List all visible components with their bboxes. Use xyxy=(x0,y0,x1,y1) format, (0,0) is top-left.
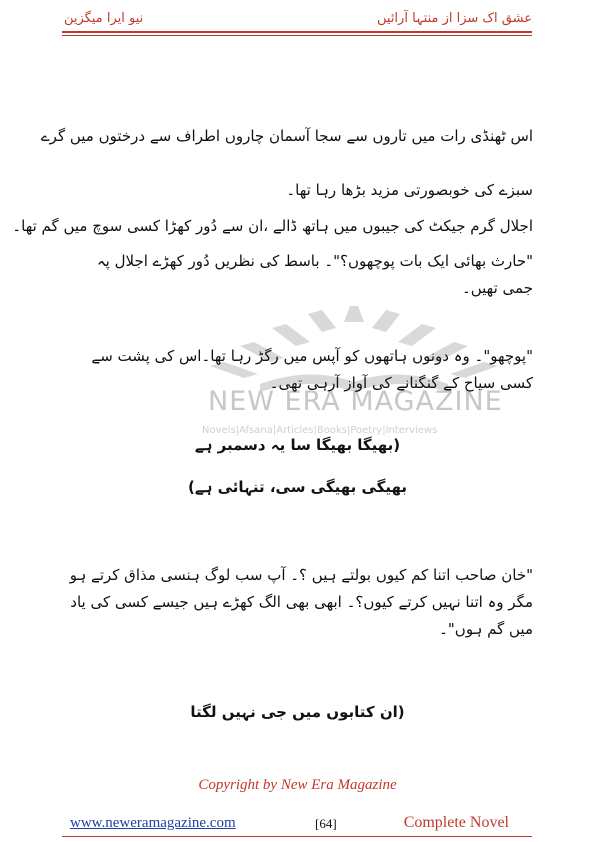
poem-line-1: (بھیگا بھیگا سا یہ دسمبر ہے xyxy=(194,436,401,454)
watermark-title: NEW ERA MAGAZINE xyxy=(208,386,503,417)
header-novel-title: عشق اک سزا از منتہا آرائیں xyxy=(377,11,532,26)
poem-line-2: بھیگی بھیگی سی، تنہائی ہے) xyxy=(187,478,408,496)
paragraph-1-line-1: اس ٹھنڈی رات میں تاروں سے سجا آسمان چاروں اطراف سے درختوں میں گرے xyxy=(40,127,533,145)
paragraph-3: "حارث بھائی ایک بات پوچھوں؟"۔ باسط کی نظریں دُور کھڑے اجلال پہ جمی تھیں۔ xyxy=(96,252,533,297)
watermark-tagline: Novels|Afsana|Articles|Books|Poetry|Interviews xyxy=(202,425,438,436)
copyright-notice: Copyright by New Era Magazine xyxy=(198,777,397,793)
paragraph-5: "خان صاحب اتنا کم کیوں بولتے ہیں ؟۔ آپ سب لوگ ہنسی مذاق کرتے ہو مگر وہ اتنا نہیں کرتے کیوں؟۔ ابھی بھی الگ کھڑے ہیں جیسے کسی کی یاد میں گم ہوں"۔ xyxy=(69,566,533,638)
footer-rule xyxy=(62,836,532,837)
footer-label: Complete Novel xyxy=(403,814,509,831)
header-rule xyxy=(62,31,532,33)
paragraph-2: اجلال گرم جیکٹ کی جیبوں میں ہاتھ ڈالے ،ان سے دُور کھڑا کسی سوچ میں گم تھا۔ xyxy=(12,217,533,235)
poem-line-3: (ان کتابوں میں جی نہیں لگتا xyxy=(190,703,405,721)
paragraph-4: "پوچھو"۔ وہ دونوں ہاتھوں کو آپس میں رگڑ رہا تھا۔اس کی پشت سے کسی سیاح کے گنگنانے کی آواز آرہی تھی۔ xyxy=(91,347,533,392)
paragraph-1-line-2: سبزے کی خوبصورتی مزید بڑھا رہا تھا۔ xyxy=(286,181,533,199)
header-rule-thin xyxy=(62,35,532,36)
footer-page-number: [64] xyxy=(315,816,337,831)
footer-website-link[interactable]: www.neweramagazine.com xyxy=(70,815,236,831)
header-magazine-name: نیو ایرا میگزین xyxy=(64,11,144,26)
